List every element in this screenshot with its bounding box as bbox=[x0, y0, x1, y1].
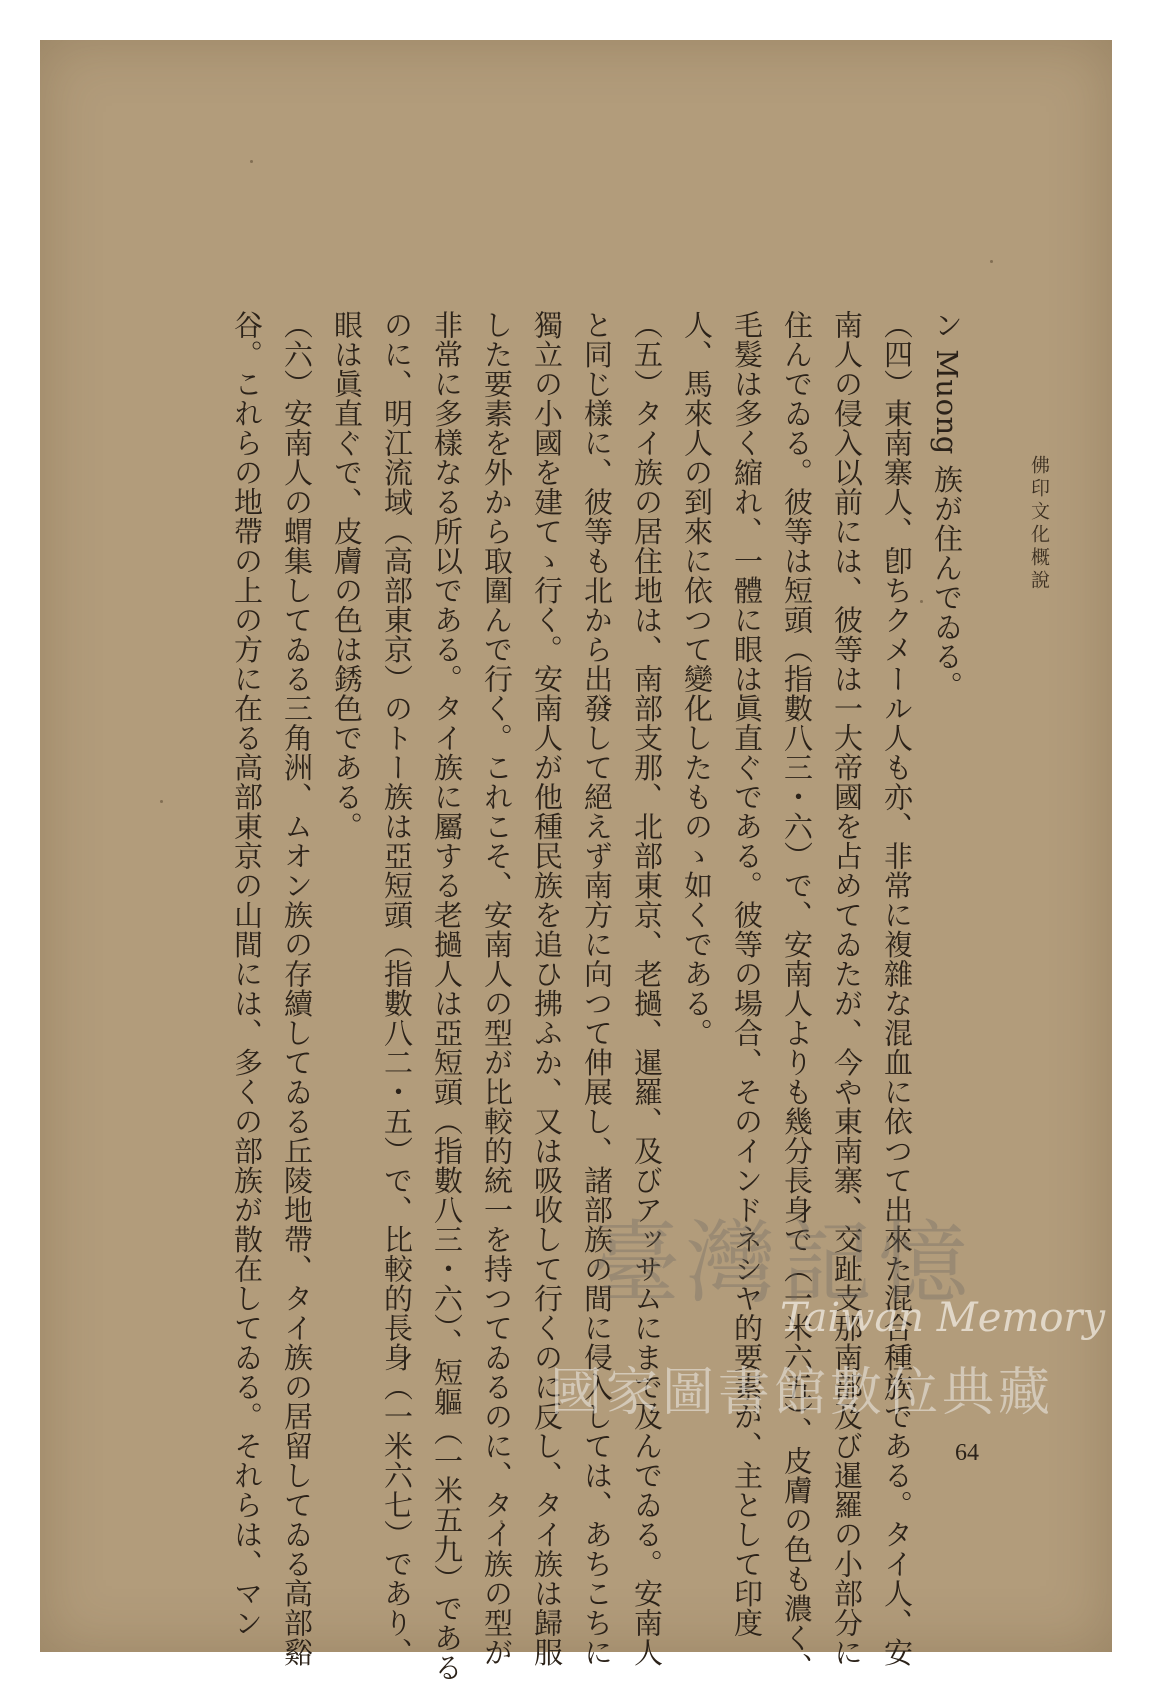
text-column: ン Muong 族が住んでゐる。 bbox=[930, 310, 964, 701]
text-column: 眼は眞直ぐで、皮膚の色は銹色である。 bbox=[330, 310, 364, 841]
text-column: 住んでゐる。彼等は短頭（指數八三・六）で、安南人よりも幾分長身で（一米六五）、皮膚の色も濃く、 bbox=[780, 310, 814, 1682]
text-column: （六）安南人の蝟集してゐる三角洲、ムオン族の存續してゐる丘陵地帶、タイ族の居留してゐる高部谿 bbox=[280, 310, 314, 1667]
paper-speck bbox=[990, 260, 993, 263]
text-column: 毛髮は多く縮れ、一體に眼は眞直ぐである。彼等の場合、そのインドネシヤ的要素が、主として印度 bbox=[730, 310, 764, 1638]
text-column: 人、馬來人の到來に依つて變化したものゝ如くである。 bbox=[680, 310, 714, 1048]
text-column: のに、明江流域（高部東京）のトー族は亞短頭（指數八二・五）で、比較的長身（一米六七）であり、 bbox=[380, 310, 414, 1667]
text-column: （五）タイ族の居住地は、南部支那、北部東京、老撾、暹羅、及びアッサムにまで及んでゐる。安南人 bbox=[630, 310, 664, 1667]
text-column: した要素を外から取圍んで行く。これこそ、安南人の型が比較的統一を持つてゐるのに、タイ族の型が bbox=[480, 310, 514, 1667]
page-number: 64 bbox=[955, 1440, 979, 1466]
text-column: 谷。これらの地帶の上の方に在る高部東京の山間には、多くの部族が散在してゐる。それらは、マン bbox=[230, 310, 264, 1638]
vertical-body-text bbox=[222, 310, 972, 1682]
text-column: 南人の侵入以前には、彼等は一大帝國を占めてゐたが、今や東南寨、交趾支那南部及び暹羅の小部分に bbox=[830, 310, 864, 1667]
watermark-chinese: 國家圖書館數位典藏 bbox=[550, 1363, 1055, 1423]
text-column: と同じ樣に、彼等も北から出發して絕えず南方に向つて伸展し、諸部族の間に侵入しては、あちこちに bbox=[580, 310, 614, 1667]
text-column: 獨立の小國を建てゝ行く。安南人が他種民族を追ひ拂ふか、又は吸收して行くのに反し、タイ族は歸服 bbox=[530, 310, 564, 1667]
watermark bbox=[550, 1180, 1110, 1423]
running-title: 佛印文化概說 bbox=[1028, 455, 1050, 593]
paper-speck bbox=[160, 800, 163, 803]
book-page bbox=[40, 40, 1112, 1682]
text-column: （四）東南寨人、卽ちクメール人も亦、非常に複雜な混血に依つて出來た混合種族である。タイ人、安 bbox=[880, 310, 914, 1667]
watermark-english: Taiwan Memory bbox=[780, 1295, 1106, 1341]
paper-speck bbox=[250, 160, 253, 163]
watermark-logo: 臺灣記憶 bbox=[590, 1211, 974, 1316]
text-column: 非常に多樣なる所以である。タイ族に屬する老撾人は亞短頭（指數八三・六）、短軀（一米五九）である bbox=[430, 310, 464, 1682]
